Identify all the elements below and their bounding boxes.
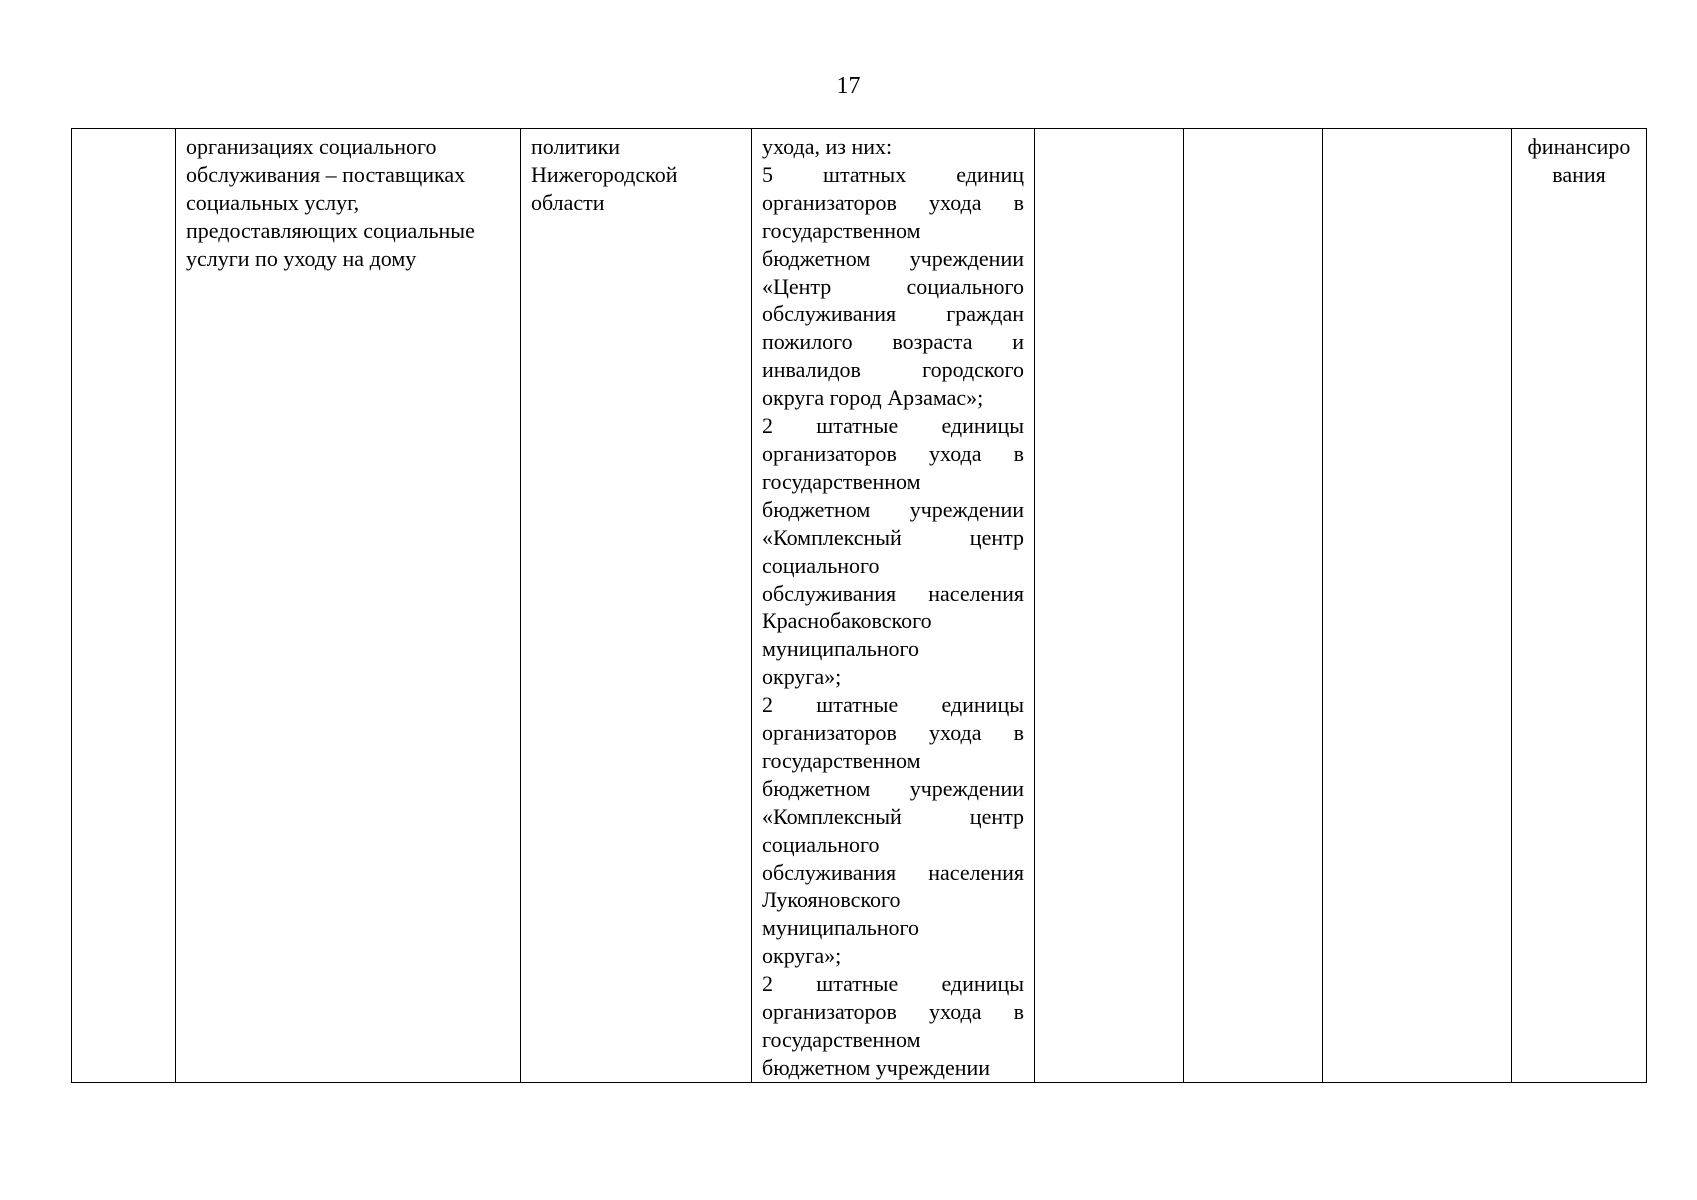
table-row <box>72 129 1647 1083</box>
cell-line: государственном <box>762 468 921 494</box>
cell-paragraph <box>762 133 1024 161</box>
cell-line: вания <box>1552 161 1606 187</box>
cell-line: государственном <box>762 747 921 773</box>
cell-line: 5 штатных единиц <box>762 161 1024 187</box>
cell-line: организациях социального <box>186 134 437 159</box>
cell-line: «Центр социального <box>762 273 1024 299</box>
cell-paragraphs <box>762 133 1024 1082</box>
cell-line: округа город Арзамас»; <box>762 385 984 411</box>
cell-line: бюджетном учреждении <box>762 496 1024 522</box>
cell-paragraph <box>762 691 1024 970</box>
cell-line: Нижегородской <box>531 161 678 187</box>
cell-line: «Комплексный центр <box>762 524 1024 550</box>
table-cell-col8 <box>1512 129 1647 1083</box>
cell-paragraph <box>762 161 1024 412</box>
table-cell-col3 <box>521 129 752 1083</box>
cell-text-lines <box>531 133 741 217</box>
cell-line: политики <box>531 134 621 159</box>
table-cell-col7 <box>1323 129 1512 1083</box>
cell-line: Краснобаковского <box>762 608 932 634</box>
table-cell-col5 <box>1035 129 1184 1083</box>
cell-line: пожилого возраста и <box>762 329 1024 355</box>
cell-line: финансиро <box>1527 134 1631 159</box>
table-cell-col1 <box>72 129 176 1083</box>
cell-line: организаторов ухода в <box>762 720 1024 746</box>
cell-line: бюджетном учреждении <box>762 245 1024 271</box>
cell-line: государственном <box>762 1027 921 1052</box>
cell-line: 2 штатные единицы <box>762 692 1024 718</box>
cell-line: округа»; <box>762 943 842 969</box>
cell-line: обслуживания населения <box>762 580 1024 606</box>
document-table <box>71 128 1647 1083</box>
cell-line: предоставляющих социальные <box>186 217 475 243</box>
cell-line: муниципального <box>762 915 920 941</box>
cell-line: «Комплексный центр <box>762 803 1024 829</box>
table-cell-col2 <box>176 129 521 1083</box>
cell-text-lines <box>186 133 510 273</box>
cell-text-lines <box>1522 133 1636 189</box>
cell-line: бюджетном учреждении <box>762 1054 991 1080</box>
cell-line: организаторов ухода в <box>762 189 1024 215</box>
table-cell-col6 <box>1184 129 1323 1083</box>
cell-paragraph <box>762 970 1024 1082</box>
cell-line: 2 штатные единицы <box>762 413 1024 439</box>
cell-line: ухода, из них: <box>762 134 893 159</box>
cell-line: округа»; <box>762 664 842 690</box>
cell-line: социальных услуг, <box>186 189 360 215</box>
cell-line: муниципального <box>762 636 920 662</box>
page-number: 17 <box>836 73 861 99</box>
cell-line: области <box>531 189 605 215</box>
cell-line: бюджетном учреждении <box>762 775 1024 801</box>
cell-line: обслуживания – поставщиках <box>186 161 466 187</box>
cell-paragraph <box>762 412 1024 691</box>
table-cell-col4 <box>752 129 1035 1083</box>
cell-line: услуги по уходу на дому <box>186 245 417 271</box>
cell-line: организаторов ухода в <box>762 999 1024 1025</box>
cell-line: обслуживания граждан <box>762 301 1024 327</box>
cell-line: социального <box>762 831 880 857</box>
cell-line: социального <box>762 552 880 578</box>
cell-line: организаторов ухода в <box>762 440 1024 466</box>
cell-line: обслуживания населения <box>762 859 1024 885</box>
cell-line: инвалидов городского <box>762 357 1024 383</box>
cell-line: Лукояновского <box>762 887 901 913</box>
cell-line: государственном <box>762 217 921 243</box>
cell-line: 2 штатные единицы <box>762 971 1024 997</box>
